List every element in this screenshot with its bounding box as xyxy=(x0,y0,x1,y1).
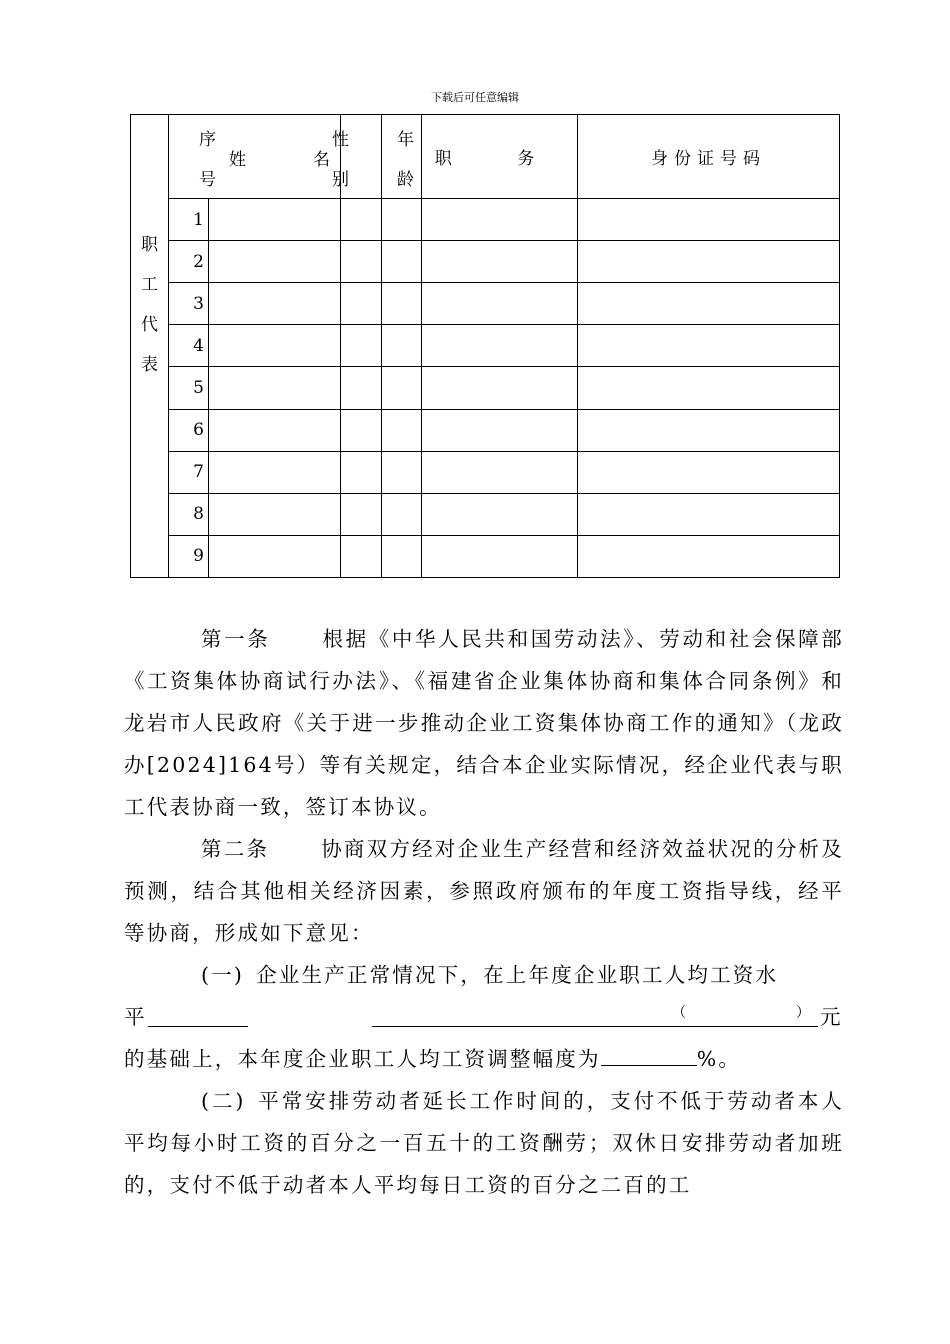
sex-cell[interactable] xyxy=(341,367,382,409)
age-cell[interactable] xyxy=(382,493,422,535)
name-cell[interactable] xyxy=(209,325,341,367)
row-number: 4 xyxy=(169,325,209,367)
name-cell[interactable] xyxy=(209,241,341,283)
id-cell[interactable] xyxy=(578,451,840,493)
row-number: 7 xyxy=(169,451,209,493)
sex-cell[interactable] xyxy=(341,325,382,367)
age-cell[interactable] xyxy=(382,325,422,367)
sex-cell[interactable] xyxy=(341,283,382,325)
table-row xyxy=(131,325,840,367)
category-char: 工 xyxy=(141,275,158,295)
position-cell[interactable] xyxy=(422,241,578,283)
position-cell[interactable] xyxy=(422,451,578,493)
table-row xyxy=(131,535,840,577)
article-2 xyxy=(124,828,844,954)
id-cell[interactable] xyxy=(578,367,840,409)
table-row xyxy=(131,451,840,493)
category-char: 职 xyxy=(141,235,158,255)
header-name-char: 名 xyxy=(313,150,330,170)
name-cell[interactable] xyxy=(209,367,341,409)
name-cell[interactable] xyxy=(209,409,341,451)
table-header-row xyxy=(131,115,840,199)
sex-cell[interactable] xyxy=(341,451,382,493)
age-cell[interactable] xyxy=(382,367,422,409)
id-cell[interactable] xyxy=(578,409,840,451)
id-cell[interactable] xyxy=(578,493,840,535)
header-id-number: 身份证号码 xyxy=(578,115,840,199)
header-age-char: 年 xyxy=(397,130,414,150)
sex-cell[interactable] xyxy=(341,493,382,535)
sex-cell[interactable] xyxy=(341,241,382,283)
name-cell[interactable] xyxy=(209,535,341,577)
age-cell[interactable] xyxy=(382,283,422,325)
category-cell xyxy=(131,115,169,578)
paren-close: ） xyxy=(796,1005,813,1021)
header-seq-char: 序 xyxy=(199,130,216,150)
wage-level-blank-2[interactable] xyxy=(372,1006,818,1027)
article-1-label: 第一条 xyxy=(201,627,271,651)
position-cell[interactable] xyxy=(422,409,578,451)
sex-cell[interactable] xyxy=(341,199,382,241)
row-number: 8 xyxy=(169,493,209,535)
row-number: 6 xyxy=(169,409,209,451)
table-row xyxy=(131,199,840,241)
row-number: 1 xyxy=(169,199,209,241)
header-sex xyxy=(332,115,382,199)
item-2-label: (二) xyxy=(201,1089,246,1113)
table-row xyxy=(131,367,840,409)
item-1-text: 企业生产正常情况下，在上年度企业职工人均工资水 xyxy=(256,963,779,987)
header-sex-char: 性 xyxy=(332,130,349,150)
item-1-text-c: 的基础上，本年度企业职工人均工资调整幅度为 xyxy=(124,1047,601,1071)
item-2 xyxy=(124,1080,844,1206)
header-note: 下载后可任意编辑 xyxy=(431,91,519,104)
position-cell[interactable] xyxy=(422,535,578,577)
category-char: 代 xyxy=(141,315,158,335)
header-age-char: 龄 xyxy=(397,170,414,190)
age-cell[interactable] xyxy=(382,451,422,493)
position-cell[interactable] xyxy=(422,325,578,367)
wage-level-row xyxy=(124,996,844,1038)
row-number: 9 xyxy=(169,535,209,577)
item-1-continued xyxy=(124,1038,844,1080)
header-position: 职 务 xyxy=(422,115,578,199)
item-1-label: (一) xyxy=(201,963,245,987)
table-row xyxy=(131,241,840,283)
article-2-label: 第二条 xyxy=(201,837,270,861)
percent-sign: %。 xyxy=(696,1047,742,1071)
header-sex-char: 别 xyxy=(332,170,349,190)
article-1-text: 根据《中华人民共和国劳动法》、劳动和社会保障部《工资集体协商试行办法》、《福建省企业集体协商和集体合同条例》和龙岩市人民政府《关于进一步推动企业工资集体协商工作的通知》（龙政办[2024]164号）等有关规定，结合本企业实际情况，经企业代表与职工代表协商一致，签订本协议。 xyxy=(124,627,844,819)
position-cell[interactable] xyxy=(422,283,578,325)
table-row xyxy=(131,283,840,325)
header-name-char: 姓 xyxy=(229,150,246,170)
agreement-body xyxy=(124,618,844,1206)
name-cell[interactable] xyxy=(209,199,341,241)
age-cell[interactable] xyxy=(382,409,422,451)
table-row xyxy=(131,493,840,535)
category-char: 表 xyxy=(141,355,158,375)
position-cell[interactable] xyxy=(422,199,578,241)
header-age xyxy=(382,115,422,199)
wage-level-blank-1[interactable] xyxy=(148,1006,248,1027)
header-seq-name xyxy=(169,115,341,199)
age-cell[interactable] xyxy=(382,241,422,283)
item-1-text-b: 平 xyxy=(124,1005,147,1029)
unit-yuan: 元 xyxy=(820,1005,843,1029)
age-cell[interactable] xyxy=(382,199,422,241)
id-cell[interactable] xyxy=(578,283,840,325)
adjustment-rate-blank[interactable] xyxy=(601,1045,697,1066)
name-cell[interactable] xyxy=(209,493,341,535)
sex-cell[interactable] xyxy=(341,409,382,451)
position-cell[interactable] xyxy=(422,367,578,409)
sex-cell[interactable] xyxy=(341,535,382,577)
name-cell[interactable] xyxy=(209,451,341,493)
representatives-table xyxy=(130,114,840,578)
age-cell[interactable] xyxy=(382,535,422,577)
position-cell[interactable] xyxy=(422,493,578,535)
header-seq-char: 号 xyxy=(199,170,216,190)
row-number: 3 xyxy=(169,283,209,325)
row-number: 2 xyxy=(169,241,209,283)
id-cell[interactable] xyxy=(578,241,840,283)
row-number: 5 xyxy=(169,367,209,409)
item-2-text: 平常安排劳动者延长工作时间的，支付不低于劳动者本人平均每小时工资的百分之一百五十的工资酬劳；双休日安排劳动者加班的，支付不低于动者本人平均每日工资的百分之二百的工 xyxy=(124,1089,844,1197)
article-1 xyxy=(124,618,844,828)
id-cell[interactable] xyxy=(578,535,840,577)
item-1 xyxy=(124,954,844,996)
table-row xyxy=(131,409,840,451)
name-cell[interactable] xyxy=(209,283,341,325)
id-cell[interactable] xyxy=(578,325,840,367)
id-cell[interactable] xyxy=(578,199,840,241)
paren-open: （ xyxy=(672,1005,689,1021)
article-2-text: 协商双方经对企业生产经营和经济效益状况的分析及预测，结合其他相关经济因素，参照政府颁布的年度工资指导线，经平等协商，形成如下意见： xyxy=(124,837,844,945)
